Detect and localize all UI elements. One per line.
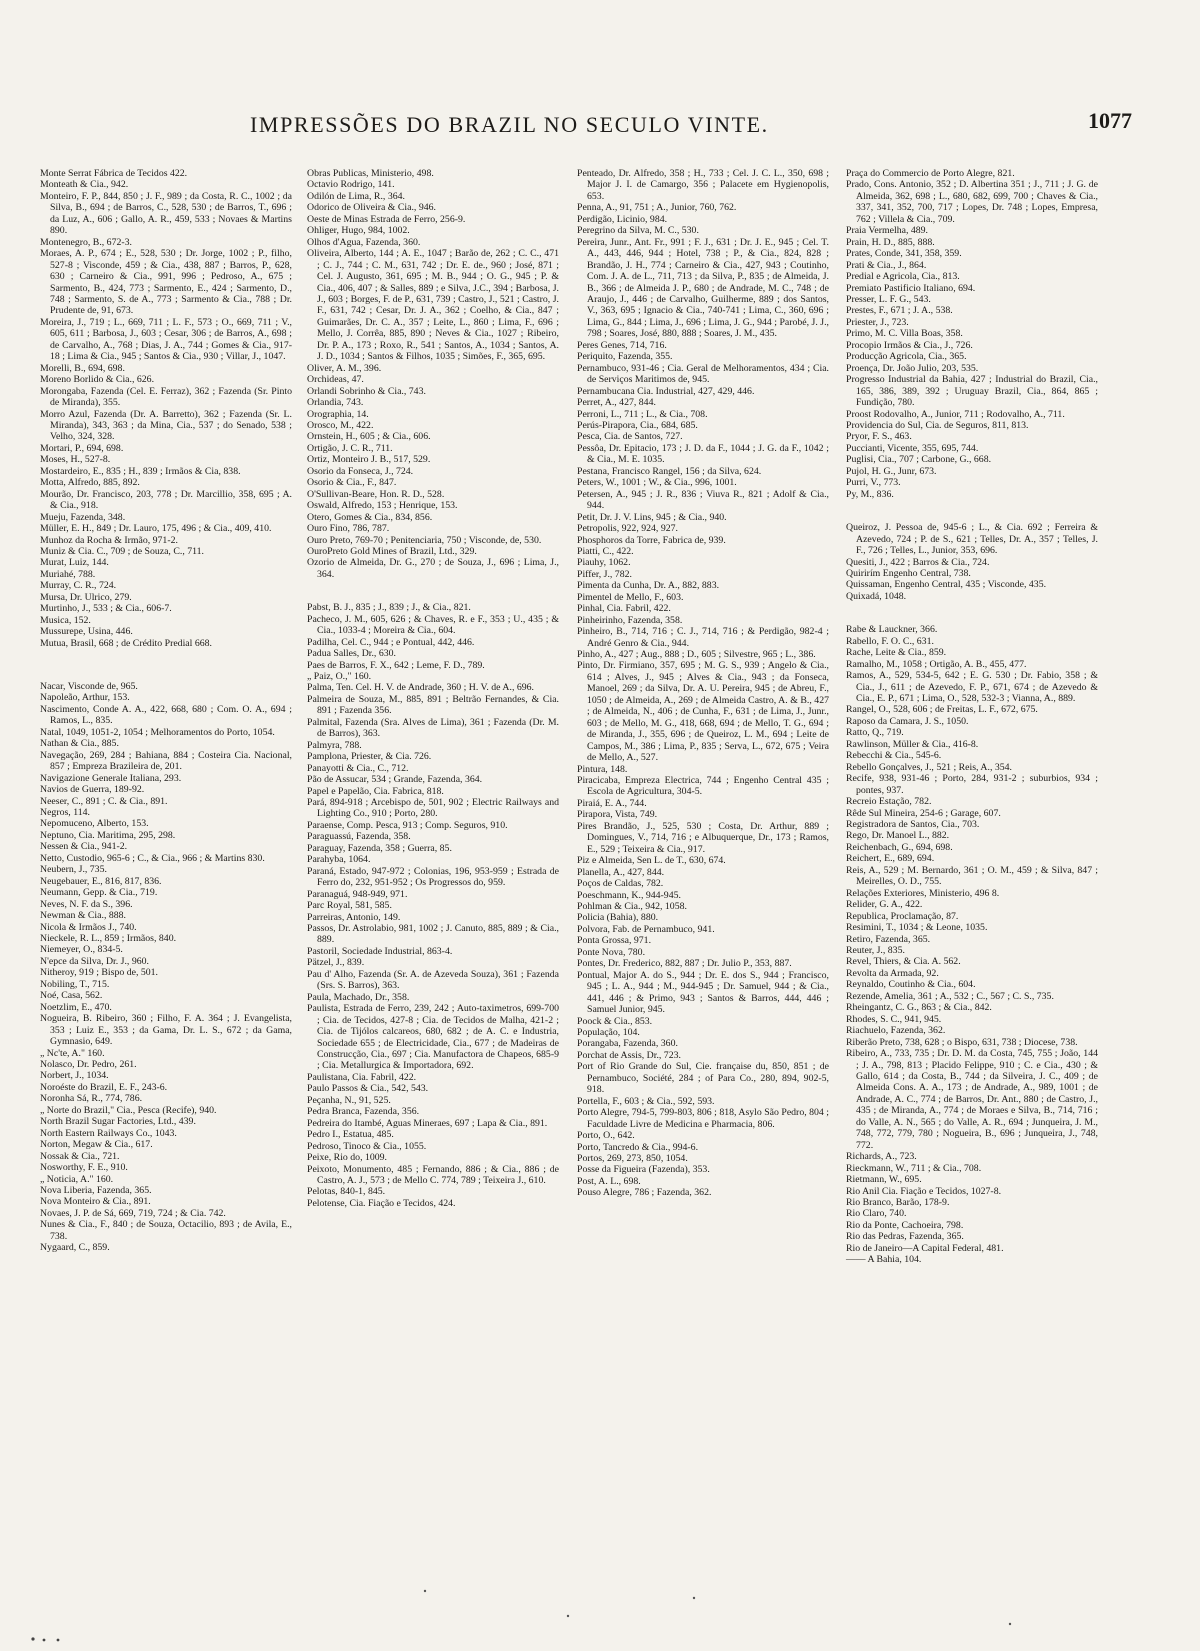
- index-entry: Ohliger, Hugo, 984, 1002.: [307, 225, 410, 237]
- index-entry: Nolasco, Dr. Pedro, 261.: [40, 1058, 137, 1070]
- index-entry: Morro Azul, Fazenda (Dr. A. Barretto), 362 ; Fazenda (Sr. L. Miranda), 343, 363 ; da Mina, Cia., 537 ; do Senado, 538 ; Velho, 324, 328.: [40, 408, 292, 443]
- index-entry: Osorio & Cia., F., 847.: [307, 477, 397, 489]
- index-entry: North Eastern Railways Co., 1043.: [40, 1127, 177, 1139]
- index-entry: Munhoz da Rocha & Irmão, 971-2.: [40, 534, 178, 546]
- index-entry: Pesca, Cia. de Santos, 727.: [577, 431, 683, 443]
- index-entry: Retiro, Fazenda, 365.: [846, 933, 931, 945]
- index-entry: Orchideas, 47.: [307, 374, 364, 386]
- scan-specks: [0, 1560, 1200, 1651]
- index-entry: Pimentel de Mello, F., 603.: [577, 591, 684, 603]
- index-entry: Pernambuco, 931-46 ; Cia. Geral de Melhoramentos, 434 ; Cia. de Serviços Maritimos de, 945.: [577, 362, 829, 386]
- index-entry: Peixe, Rio do, 1009.: [307, 1152, 388, 1164]
- index-entry: Nacar, Visconde de, 965.: [40, 681, 138, 693]
- index-entry: Pabst, B. J., 835 ; J., 839 ; J., & Cia., 821.: [307, 602, 471, 614]
- index-entry: Petersen, A., 945 ; J. R., 836 ; Viuva R., 821 ; Adolf & Cia., 944.: [577, 488, 829, 512]
- index-entry: Reichenbach, G., 694, 698.: [846, 841, 953, 853]
- index-entry: Piatti, C., 422.: [577, 545, 634, 557]
- index-entry: Pará, 894-918 ; Arcebispo de, 501, 902 ; Electric Railways and Lighting Co., 910 ; Porto, 280.: [307, 797, 559, 820]
- index-entry: Pastoril, Sociedade Industrial, 863-4.: [307, 945, 453, 957]
- index-entry: Mueju, Fazenda, 348.: [40, 511, 126, 523]
- index-entry: Netto, Custodio, 965-6 ; C., & Cia., 966 ; & Martins 830.: [40, 852, 265, 864]
- index-entry: Nygaard, C., 859.: [40, 1242, 110, 1254]
- index-entry: Navios de Guerra, 189-92.: [40, 784, 145, 796]
- index-entry: Rio das Pedras, Fazenda, 365.: [846, 1231, 964, 1243]
- index-entry: Prain, H. D., 885, 888.: [846, 236, 935, 248]
- index-entry: Noroéste do Brazil, E. F., 243-6.: [40, 1081, 168, 1093]
- index-entry: Polvora, Fab. de Pernambuco, 941.: [577, 923, 715, 935]
- index-entry: Peres Genes, 714, 716.: [577, 339, 667, 351]
- index-entry: Napoleão, Arthur, 153.: [40, 692, 130, 704]
- index-entry: —— A Bahia, 104.: [846, 1254, 922, 1266]
- index-entry: Pernambucana Cia. Industrial, 427, 429, 446.: [577, 385, 755, 397]
- page-number: 1077: [1088, 108, 1132, 133]
- index-entry: Paulista, Estrada de Ferro, 239, 242 ; Auto-taximetros, 699-700 ; Cia. de Tecidos, 427-8 ; Cia. de Tecidos de Malha, 421-2 ; Cia. de Tijólos calcareos, 680, 682 ; de A. C. e Industria, Sociedade 655 ; de Electricidade, Cia., 677 ; de Madeiras de Construcção, Cia., 697 ; Cia. Manufactora de Chapeos, 685-9 ; Cia. Metallurgica & Importadora, 692.: [307, 1003, 559, 1072]
- index-entry: Parreiras, Antonio, 149.: [307, 911, 401, 923]
- index-entry: Monteath & Cia., 942.: [40, 179, 129, 191]
- index-entry: Progresso Industrial da Bahia, 427 ; Industrial do Brazil, Cia., 165, 386, 389, 392 ; Uruguay Brazil, Cia., 864, 865 ; Fundição, 780.: [846, 374, 1098, 409]
- index-entry: Pires Brandão, J., 525, 530 ; Costa, Dr. Arthur, 889 ; Domingues, V., 714, 716 ; e Albuquerque, Dr., 173 ; Ramos, E., 529 ; Teixeira & Cia., 917.: [577, 820, 829, 855]
- index-entry: Obras Publicas, Ministerio, 498.: [307, 168, 434, 179]
- index-entry: „ Nc'te, A." 160.: [40, 1047, 105, 1059]
- index-entry: Quissaman, Engenho Central, 435 ; Visconde, 435.: [846, 579, 1047, 591]
- index-entry: Orographia, 14.: [307, 408, 369, 420]
- index-entry: Poock & Cia., 853.: [577, 1015, 653, 1027]
- index-entry: Primo, M. C. Villa Boas, 358.: [846, 328, 963, 340]
- index-entry: Peregrino da Silva, M. C., 530.: [577, 225, 699, 237]
- index-entry: Murray, C. R., 724.: [40, 580, 117, 592]
- index-entry: Rabe & Lauckner, 366.: [846, 624, 938, 636]
- index-entry: Piz e Almeida, Sen L. de T., 630, 674.: [577, 855, 726, 867]
- index-entry: Musica, 152.: [40, 614, 91, 626]
- index-entry: Reynaldo, Coutinho & Cia., 604.: [846, 979, 976, 991]
- index-entry: Ozorio de Almeida, Dr. G., 270 ; de Souza, J., 696 ; Lima, J., 364.: [307, 557, 559, 580]
- index-entry: Planella, A., 427, 844.: [577, 866, 665, 878]
- index-entry: Quixadá, 1048.: [846, 590, 907, 602]
- index-entry: Paula, Machado, Dr., 358.: [307, 991, 410, 1003]
- index-entry: Petit, Dr. J. V. Lins, 945 ; & Cia., 940.: [577, 511, 727, 523]
- index-entry: Policia (Bahia), 880.: [577, 912, 659, 924]
- index-entry: Ortiz, Monteiro J. B., 517, 529.: [307, 454, 431, 466]
- index-entry: Natal, 1049, 1051-2, 1054 ; Melhoramentos do Porto, 1054.: [40, 726, 275, 738]
- index-entry: Orlandi Sobrinho & Cia., 743.: [307, 385, 426, 397]
- index-entry: Pimenta da Cunha, Dr. A., 882, 883.: [577, 580, 720, 592]
- index-entry: Pätzel, J., 839.: [307, 957, 365, 969]
- index-entry: Nepomuceno, Alberto, 153.: [40, 818, 149, 830]
- index-entry: Rio Branco, Barão, 178-9.: [846, 1196, 950, 1208]
- index-entry: Murtinho, J., 533 ; & Cia., 606-7.: [40, 603, 172, 615]
- index-entry: Parahyba, 1064.: [307, 854, 371, 866]
- index-column-2: [307, 168, 559, 1209]
- index-entry: Newman & Cia., 888.: [40, 910, 126, 922]
- index-entry: Posse da Figueira (Fazenda), 353.: [577, 1164, 710, 1176]
- index-entry: Rieckmann, W., 711 ; & Cia., 708.: [846, 1162, 982, 1174]
- index-entry: Pereira, Junr., Ant. Fr., 991 ; F. J., 631 ; Dr. J. E., 945 ; Cel. T. A., 443, 446, 944 ; Hotel, 738 ; P., & Cia., 824, 828 ; Brandão, J. H., 774 ; Carneiro & Cia., 427, 943 ; Coutinho, Com. J. A. de L., 711, 713 ; da Silva, P., 835 ; de Almeida, J. B., 366 ; de Almeida J. P., 680 ; de Andrade, M. C., 748 ; de Araujo, J., 446 ; de Carvalho, Guilherme, 889 ; dos Santos, V., 363, 695 ; Ignacio & Cia., 740-741 ; Lima, C., 360, 696 ; Lima, G., 844 ; Lima, J., 696 ; Lima, J. G., 944 ; Parobé, J. J., 798 ; Soares, José, 880, 888 ; Soares, J. M., 435.: [577, 236, 829, 340]
- index-entry: Perdigão, Licinio, 984.: [577, 213, 668, 225]
- index-entry: Pohlman & Cia., 942, 1058.: [577, 901, 687, 912]
- index-entry: Riachuelo, Fazenda, 362.: [846, 1025, 946, 1037]
- index-entry: Porto, O., 642.: [577, 1130, 635, 1142]
- index-entry: Reichert, E., 689, 694.: [846, 853, 935, 865]
- index-entry: Morongaba, Fazenda (Cel. E. Ferraz), 362 ; Fazenda (Sr. Pinto de Miranda), 355.: [40, 385, 292, 409]
- index-entry: Piracicaba, Empreza Electrica, 744 ; Engenho Central 435 ; Escola de Agricultura, 304-5.: [577, 775, 829, 798]
- index-entry: Mutua, Brasil, 668 ; de Crédito Predial 668.: [40, 637, 212, 649]
- index-entry: Ortigão, J. C. R., 711.: [307, 442, 393, 454]
- index-entry: Monte Serrat Fábrica de Tecidos 422.: [40, 168, 188, 179]
- index-entry: „ Norte do Brazil," Cia., Pesca (Recife), 940.: [40, 1104, 217, 1116]
- index-entry: Peçanha, N., 91, 525.: [307, 1094, 391, 1106]
- index-entry: Norton, Megaw & Cia., 617.: [40, 1139, 153, 1151]
- index-entry: Pessôa, Dr. Epitacio, 173 ; J. D. da F., 1044 ; J. G. da F., 1042 ; & Cia., M. E. 1035.: [577, 442, 829, 466]
- index-entry: Muriahé, 788.: [40, 568, 96, 580]
- index-entry: Premiato Pastificio Italiano, 694.: [846, 282, 976, 294]
- index-entry: Osorio da Fonseca, J., 724.: [307, 465, 414, 477]
- index-column-1: [40, 168, 292, 1254]
- index-entry: Nogueira, B. Ribeiro, 360 ; Filho, F. A. 364 ; J. Evangelista, 353 ; Luiz E., 353 ; da Gama, Dr. L. S., 672 ; da Gama, Gymnasio, 649.: [40, 1013, 292, 1048]
- index-entry: Moses, H., 527-8.: [40, 454, 111, 466]
- index-entry: Mussurepe, Usina, 446.: [40, 626, 133, 638]
- index-entry: Quirirím Engenho Central, 738.: [846, 567, 971, 579]
- section-gap: [40, 649, 292, 681]
- index-entry: Rio Claro, 740.: [846, 1208, 907, 1220]
- index-entry: Montenegro, B., 672-3.: [40, 236, 132, 248]
- index-entry: Nieckele, R. L., 859 ; Irmãos, 840.: [40, 933, 177, 944]
- index-entry: Priester, J., 723.: [846, 316, 909, 328]
- index-entry: Nunes & Cia., F., 840 ; de Souza, Octacilio, 893 ; de Avila, E., 738.: [40, 1219, 292, 1242]
- index-entry: Revel, Thiers, & Cia. A. 562.: [846, 956, 961, 968]
- index-entry: Odilón de Lima, R., 364.: [307, 190, 405, 202]
- index-entry: Perret, A., 427, 844.: [577, 397, 656, 409]
- index-entry: Purri, V., 773.: [846, 477, 901, 489]
- index-entry: Rêde Sul Mineira, 254-6 ; Garage, 607.: [846, 807, 1001, 819]
- index-entry: Peters, W., 1001 ; W., & Cia., 996, 1001.: [577, 477, 737, 489]
- section-gap: [846, 500, 1098, 522]
- index-entry: Pujol, H. G., Junr, 673.: [846, 465, 937, 477]
- index-entry: Rio Anil Cia. Fiação e Tecidos, 1027-8.: [846, 1185, 1002, 1197]
- index-entry: Neumann, Gepp. & Cia., 719.: [40, 887, 158, 899]
- index-entry: Penteado, Dr. Alfredo, 358 ; H., 733 ; Cel. J. C. L., 350, 698 ; Major J. I. de Camargo, 356 ; Palacete em Hygienopolis, 653.: [577, 168, 829, 202]
- index-entry: Odorico de Oliveira & Cia., 946.: [307, 202, 436, 214]
- index-entry: Riberão Preto, 738, 628 ; o Bispo, 631, 738 ; Diocese, 738.: [846, 1036, 1078, 1048]
- index-entry: Republica, Proclamação, 87.: [846, 910, 959, 922]
- index-entry: O'Sullivan-Beare, Hon. R. D., 528.: [307, 488, 445, 500]
- index-entry: Niemeyer, O., 834-5.: [40, 944, 123, 956]
- index-entry: Papel e Papelão, Cia. Fabrica, 818.: [307, 785, 444, 797]
- index-entry: Praia Vermelha, 489.: [846, 225, 928, 237]
- index-entry: Prado, Cons. Antonio, 352 ; D. Albertina 351 ; J., 711 ; J. G. de Almeida, 362, 698 ; L., 680, 682, 699, 700 ; Chaves & Cia., 337, 341, 352, 700, 717 ; Lopes, Dr. 748 ; Lopes, Empresa, 762 ; Villela & Cia., 709.: [846, 179, 1098, 225]
- index-entry: Relações Exteriores, Ministerio, 496 8.: [846, 887, 1000, 899]
- index-entry: OuroPreto Gold Mines of Brazil, Ltd., 329.: [307, 545, 477, 557]
- index-entry: Nossak & Cia., 721.: [40, 1150, 120, 1162]
- index-entry: Pintura, 148.: [577, 763, 628, 775]
- index-entry: Ouro Fino, 786, 787.: [307, 523, 390, 535]
- index-entry: Pau d' Alho, Fazenda (Sr. A. de Azeveda Souza), 361 ; Fazenda (Srs. S. Barros), 363.: [307, 968, 559, 992]
- index-entry: Peixoto, Monumento, 485 ; Fernando, 886 ; & Cia., 886 ; de Castro, A. J., 573 ; de Mello C. 774, 789 ; Teixeira J., 610.: [307, 1163, 559, 1186]
- index-entry: Ouro Preto, 769-70 ; Penitenciaria, 750 ; Visconde, de, 530.: [307, 534, 542, 546]
- index-entry: Rabello, F. O. C., 631.: [846, 635, 934, 647]
- index-entry: Py, M., 836.: [846, 488, 894, 500]
- index-entry: North Brazil Sugar Factories, Ltd., 439.: [40, 1116, 196, 1128]
- index-entry: Pedra Branca, Fazenda, 356.: [307, 1106, 420, 1118]
- index-entry: Puccianti, Vicente, 355, 695, 744.: [846, 442, 979, 454]
- index-entry: Paraguay, Fazenda, 358 ; Guerra, 85.: [307, 842, 452, 854]
- index-entry: Pinho, A., 427 ; Aug., 888 ; D., 605 ; Silvestre, 965 ; L., 386.: [577, 649, 816, 661]
- index-entry: Otero, Gomes & Cia., 834, 856.: [307, 511, 433, 523]
- index-entry: Ribeiro, A., 733, 735 ; Dr. D. M. da Costa, 745, 755 ; João, 144 ; J. A., 798, 813 ; Placido Felippe, 910 ; C. e Cia., 430 ; & Gallo, 614 ; da Costa, B., 744 ; da Silveira, J. C., 409 ; de Almeida Cons. A. A., 173 ; de Andrade, A., 989, 1001 ; de Andrade, A. C., 774 ; de Barros, Dr. Ant., 880 ; de Castro, J., 435 ; de Miranda, A., 774 ; de Moraes e Silva, B., 714, 716 ; do Valle, A. N., 565 ; do Valle, A. R., 694 ; Junqueira, J. M., 748, 772, 779, 780 ; Nogueira, B., 696 ; Junqueira, J., 748, 772.: [846, 1048, 1098, 1151]
- index-entry: Piffer, J., 782.: [577, 568, 632, 580]
- index-entry: Müller, E. H., 849 ; Dr. Lauro, 175, 496 ; & Cia., 409, 410.: [40, 523, 272, 535]
- index-entry: Nascimento, Conde A. A., 422, 668, 680 ; Com. O. A., 694 ; Ramos, L., 835.: [40, 703, 292, 727]
- index-entry: Nessen & Cia., 941-2.: [40, 841, 128, 853]
- index-entry: Octavio Rodrigo, 141.: [307, 179, 395, 191]
- index-entry: Pelotas, 840-1, 845.: [307, 1186, 386, 1198]
- index-entry: Rego, Dr. Manoel L., 882.: [846, 830, 950, 842]
- index-entry: Padua Salles, Dr., 630.: [307, 648, 396, 660]
- index-entry: Noetzlim, E., 470.: [40, 1001, 112, 1013]
- index-entry: Orlandia, 743.: [307, 397, 364, 409]
- index-entry: Monteiro, F. P., 844, 850 ; J. F., 989 ; da Costa, R. C., 1002 ; da Silva, B., 694 ; de Barros, C., 528, 530 ; de Barros, T., 696 ; da Luz, A., 606 ; Gallo, A. R., 459, 533 ; Novaes & Martins 890.: [40, 190, 292, 237]
- index-entry: Nosworthy, F. E., 910.: [40, 1162, 128, 1174]
- index-entry: Ramos, A., 529, 534-5, 642 ; E. G. 530 ; Dr. Fabio, 358 ; & Cia., J., 611 ; de Azevedo, F. P., 671, 674 ; de Azevedo & Cia., E. P., 671 ; Lima, O., 528, 532-3 ; Vianna, A., 889.: [846, 670, 1098, 705]
- index-entry: Portella, F., 603 ; & Cia., 592, 593.: [577, 1095, 715, 1107]
- index-entry: Porto Alegre, 794-5, 799-803, 806 ; 818, Asylo São Pedro, 804 ; Faculdade Livre de Medicina e Pharmacia, 806.: [577, 1107, 829, 1130]
- index-entry: Poços de Caldas, 782.: [577, 878, 664, 890]
- index-entry: Orosco, M., 422.: [307, 419, 374, 431]
- index-entry: Pirapora, Vista, 749.: [577, 809, 658, 821]
- index-entry: Passos, Dr. Astrolabio, 981, 1002 ; J. Canuto, 885, 889 ; & Cia., 889.: [307, 923, 559, 946]
- index-entry: Moreno Borlido & Cia., 626.: [40, 374, 155, 386]
- index-entry: Padilha, Cel. C., 944 ; e Pontual, 442, 446.: [307, 636, 475, 648]
- index-entry: Paraguassú, Fazenda, 358.: [307, 831, 411, 843]
- index-entry: Rietmann, W., 695.: [846, 1174, 922, 1186]
- index-entry: Poeschmann, K., 944-945.: [577, 889, 681, 901]
- index-entry: Recreio Estação, 782.: [846, 796, 932, 808]
- index-entry: Producção Agricola, Cia., 365.: [846, 351, 967, 363]
- index-entry: Rawlinson, Müller & Cia., 416-8.: [846, 738, 979, 750]
- index-entry: Porchat de Assis, Dr., 723.: [577, 1049, 681, 1061]
- index-entry: Nathan & Cia., 885.: [40, 738, 119, 750]
- index-entry: Rache, Leite & Cia., 859.: [846, 647, 947, 659]
- index-entry: Phosphoros da Torre, Fabrica de, 939.: [577, 534, 726, 546]
- index-entry: Pinto, Dr. Firmiano, 357, 695 ; M. G. S., 939 ; Angelo & Cia., 614 ; Alves, J., 945 ; Alves & Cia., 943 ; da Fonseca, Manoel, 269 ; da Silva, Dr. A. U. Pereira, 945 ; de Abreu, F., 1050 ; de Almeida, A., 269 ; de Almeida Castro, A. & B., 427 ; de Almeida, N., 406 ; de Cunha, F., 631 ; de Lima, J., Junr., 603 ; de Mello, M. G., 418, 668, 694 ; de Mello, T. G., 694 ; de Miranda, J., 355, 696 ; de Queiroz, L. M., 694 ; Leite de Campos, M., 386 ; Lima, P., 835 ; Serva, L., 672, 675 ; Veira de Mello, A., 527.: [577, 660, 829, 764]
- index-entry: Navigazione Generale Italiana, 293.: [40, 772, 182, 784]
- index-entry: Neeser, C., 891 ; C. & Cia., 891.: [40, 795, 168, 807]
- index-entry: Piraiá, E. A., 744.: [577, 797, 647, 809]
- index-entry: Portos, 269, 273, 850, 1054.: [577, 1152, 688, 1164]
- index-entry: Murat, Luiz, 144.: [40, 557, 109, 569]
- section-gap: [307, 580, 559, 602]
- index-entry: Puglisi, Cia., 707 ; Carbone, G., 668.: [846, 454, 992, 466]
- index-entry: Nova Monteiro & Cia., 891.: [40, 1196, 151, 1208]
- index-entry: Mortari, P., 694, 698.: [40, 442, 124, 454]
- index-entry: Ponte Nova, 780.: [577, 946, 646, 958]
- index-entry: Palmital, Fazenda (Sra. Alves de Lima), 361 ; Fazenda (Dr. M. de Barros), 363.: [307, 716, 559, 740]
- index-entry: Palmyra, 788.: [307, 739, 362, 751]
- index-entry: Rebecchi & Cia., 545-6.: [846, 750, 942, 762]
- index-entry: Prati & Cia., J., 864.: [846, 259, 927, 271]
- index-entry: Recife, 938, 931-46 ; Porto, 284, 931-2 ; suburbios, 934 ; pontes, 937.: [846, 773, 1098, 796]
- index-entry: Rebello Gonçalves, J., 521 ; Reis, A., 354.: [846, 761, 1012, 773]
- index-entry: Mostardeiro, E., 835 ; H., 839 ; Irmãos & Cia, 838.: [40, 465, 241, 477]
- index-entry: Olhos d'Agua, Fazenda, 360.: [307, 236, 421, 248]
- index-entry: Rio da Ponte, Cachoeira, 798.: [846, 1219, 964, 1231]
- index-entry: Neugebauer, E., 816, 817, 836.: [40, 875, 162, 887]
- index-entry: Palmeira de Souza, M., 885, 891 ; Beltrão Fernandes, & Cia. 891 ; Fazenda 356.: [307, 693, 559, 717]
- index-entry: „ Noticia, A." 160.: [40, 1173, 114, 1185]
- index-entry: Paraense, Comp. Pesca, 913 ; Comp. Seguros, 910.: [307, 819, 508, 831]
- index-entry: Predial e Agricola, Cia., 813.: [846, 271, 960, 283]
- index-entry: Mursa, Dr. Ulrico, 279.: [40, 591, 132, 603]
- index-entry: Pinheirinho, Fazenda, 358.: [577, 614, 683, 626]
- index-entry: Paulistana, Cia. Fabril, 422.: [307, 1071, 417, 1083]
- section-gap: [846, 602, 1098, 624]
- index-entry: Paraná, Estado, 947-972 ; Colonias, 196, 953-959 ; Estrada de Ferro do, 232, 951-952 ; Os Progressos do, 959.: [307, 865, 559, 889]
- index-entry: Oswald, Alfredo, 153 ; Henrique, 153.: [307, 500, 458, 512]
- index-entry: Panayotti & Cia., C., 712.: [307, 762, 409, 774]
- index-entry: Petropolis, 922, 924, 927.: [577, 523, 678, 535]
- index-entry: Pedro I., Estatua, 485.: [307, 1129, 394, 1141]
- index-entry: Post, A. L., 698.: [577, 1175, 641, 1187]
- index-entry: Nitheroy, 919 ; Bispo de, 501.: [40, 967, 159, 979]
- index-entry: Proença, Dr. João Julio, 203, 535.: [846, 362, 979, 374]
- index-entry: Perús-Pirapora, Cia., 684, 685.: [577, 419, 698, 431]
- index-entry: Norbert, J., 1034.: [40, 1070, 109, 1082]
- index-entry: Pedreira do Itambé, Aguas Mineraes, 697 ; Lapa & Cia., 891.: [307, 1117, 548, 1129]
- index-entry: Quesiti, J., 422 ; Barros & Cia., 724.: [846, 556, 990, 568]
- index-entry: Richards, A., 723.: [846, 1151, 917, 1163]
- index-entry: Perroni, L., 711 ; L., & Cia., 708.: [577, 408, 708, 420]
- index-entry: Penna, A., 91, 751 ; A., Junior, 760, 762.: [577, 202, 737, 214]
- index-entry: Pouso Alegre, 786 ; Fazenda, 362.: [577, 1187, 712, 1199]
- index-entry: Moreira, J., 719 ; L., 669, 711 ; L. F., 573 ; O., 669, 711 ; V., 605, 611 ; Barbosa, J., 603 ; Cesar, 306 ; de Barros, A., 698 ; de Carvalho, A., 768 ; Dias, J. A., 744 ; Gomes & Cia., 917-18 ; Lima & Cia., 945 ; Santos & Cia., 930 ; Villar, J., 1047.: [40, 316, 292, 363]
- index-entry: Resimini, T., 1034 ; & Leone, 1035.: [846, 922, 988, 934]
- index-entry: Pelotense, Cia. Fiação e Tecidos, 424.: [307, 1197, 456, 1209]
- index-entry: Rhodes, S. C., 941, 945.: [846, 1013, 942, 1025]
- index-entry: Nicola & Irmãos J., 740.: [40, 921, 137, 933]
- index-entry: N'epce da Silva, Dr. J., 960.: [40, 955, 149, 967]
- page-title: IMPRESSÕES DO BRAZIL NO SECULO VINTE.: [250, 112, 769, 137]
- index-entry: Revolta da Armada, 92.: [846, 967, 939, 979]
- index-entry: Paes de Barros, F. X., 642 ; Leme, F. D., 789.: [307, 659, 485, 671]
- index-entry: Mourão, Dr. Francisco, 203, 778 ; Dr. Marcillio, 358, 695 ; A. & Cia., 918.: [40, 488, 292, 512]
- index-entry: Pedroso, Tinoco & Cia., 1055.: [307, 1140, 427, 1152]
- index-entry: Paranaguá, 948-949, 971.: [307, 888, 408, 900]
- index-entry: Ponta Grossa, 971.: [577, 935, 652, 947]
- index-entry: Moraes, A. P., 674 ; E., 528, 530 ; Dr. Jorge, 1002 ; P., filho, 527-8 ; Visconde, 459 ; & Cia., 438, 887 ; Barros, P., 628, 630 ; Carneiro & Cia., 991, 996 ; Pedroso, A., 675 ; Sarmento, B., 424, 773 ; Sarmento, E., 424 ; Sarmento, D., 748 ; Sarmento, S. de A., 773 ; Sarmento & Cia., 788 ; Dr. Prudente de, 91, 673.: [40, 248, 292, 317]
- index-entry: Motta, Alfredo, 885, 892.: [40, 477, 140, 489]
- index-entry: Pontes, Dr. Frederico, 882, 887 ; Dr. Julio P., 353, 887.: [577, 958, 792, 970]
- index-entry: Oliver, A. M., 396.: [307, 362, 382, 374]
- index-entry: Relider, G. A., 422.: [846, 899, 923, 911]
- index-entry: Oliveira, Alberto, 144 ; A. E., 1047 ; Barão de, 262 ; C. C., 471 ; C. J., 744 ; C. M., 631, 742 ; Dr. E. de., 960 ; José, 871 ; Cel. J. Augusto, 361, 695 ; M. B., 944 ; O. G., 945 ; P. & Cia., 406, 407 ; & Salles, 889 ; e Silva, J.C., 394 ; Barbosa, J. J., 603 ; Borges, F. de P., 631, 739 ; Castro, J., 521 ; Castro, J. F., 631, 742 ; Cesar, Dr. J. A., 362 ; Coelho, & Cia., 847 ; Guimarães, Dr. C. A., 357 ; Leite, L., 860 ; Lima, F., 696 ; Mello, J. Corrêa, 885, 890 ; Neves & Cia., 1027 ; Ribeiro, Dr. P. A., 173 ; Roxo, R., 541 ; Santos, A., 1034 ; Santos, A. J. D., 1034 ; Santos & Filhos, 1035 ; Simões, F., 365, 695.: [307, 248, 559, 363]
- index-entry: Pestana, Francisco Rangel, 156 ; da Silva, 624.: [577, 465, 762, 477]
- index-entry: Registradora de Santos, Cia., 703.: [846, 819, 980, 831]
- index-entry: Periquito, Fazenda, 355.: [577, 351, 673, 363]
- index-entry: Proost Rodovalho, A., Junior, 711 ; Rodovalho, A., 711.: [846, 408, 1065, 420]
- index-entry: Pacheco, J. M., 605, 626 ; & Chaves, R. e F., 353 ; U., 435 ; & Cia., 1033-4 ; Moreira & Cia., 604.: [307, 613, 559, 637]
- index-entry: Ratto, Q., 719.: [846, 727, 904, 739]
- index-entry: Rheingantz, C. G., 863 ; & Cia., 842.: [846, 1002, 992, 1014]
- index-entry: Parc Royal, 581, 585.: [307, 900, 392, 912]
- page-header: [40, 108, 1160, 144]
- index-entry: Porto, Tancredo & Cia., 994-6.: [577, 1141, 699, 1153]
- index-entry: Neves, N. F. da S., 396.: [40, 898, 133, 910]
- index-entry: Negros, 114.: [40, 807, 90, 819]
- index-entry: Port of Rio Grande do Sul, Cie. française du, 850, 851 ; de Pernambuco, Société, 284 ; of Para Co., 280, 894, 902-5, 918.: [577, 1061, 829, 1096]
- index-column-4: [846, 168, 1098, 1266]
- index-entry: Rio de Janeiro—A Capital Federal, 481.: [846, 1242, 1004, 1254]
- index-entry: Procopio Irmãos & Cia., J., 726.: [846, 339, 973, 351]
- index-entry: Pontual, Major A. do S., 944 ; Dr. E. dos S., 944 ; Francisco, 945 ; L. A., 944 ; M., 944-945 ; Dr. Samuel, 944 ; & Cia., 441, 446 ; & Primo, 943 ; Santos & Barros, 444, 446 ; Samuel Junior, 945.: [577, 969, 829, 1016]
- index-entry: Palma, Ten. Cel. H. V. de Andrade, 360 ; H. V. de A., 696.: [307, 682, 534, 694]
- index-entry: Noronha Sá, R., 774, 786.: [40, 1093, 143, 1105]
- index-entry: Ornstein, H., 605 ; & Cia., 606.: [307, 431, 431, 443]
- index-entry: Presser, L. F. G., 543.: [846, 293, 931, 305]
- index-entry: Rezende, Amelia, 361 ; A., 532 ; C., 567 ; C. S., 735.: [846, 990, 1054, 1002]
- index-entry: Ramalho, M., 1058 ; Ortigão, A. B., 455, 477.: [846, 658, 1027, 670]
- index-entry: Pinheiro, B., 714, 716 ; C. J., 714, 716 ; & Perdigão, 982-4 ; André Genro & Cia., 944.: [577, 626, 829, 649]
- index-entry: Piauhy, 1062.: [577, 557, 631, 569]
- index-entry: Muniz & Cia. C., 709 ; de Souza, C., 711.: [40, 545, 204, 557]
- index-entry: Novaes, J. P. de Sá, 669, 719, 724 ; & Cia. 742.: [40, 1207, 226, 1219]
- index-entry: Nova Liberia, Fazenda, 365.: [40, 1184, 152, 1196]
- index-entry: Morelli, B., 694, 698.: [40, 362, 125, 374]
- index-entry: Pryor, F. S., 463.: [846, 431, 912, 443]
- index-entry: Porangaba, Fazenda, 360.: [577, 1038, 678, 1050]
- index-entry: Nobiling, T., 715.: [40, 978, 110, 990]
- index-entry: Praça do Commercio de Porto Alegre, 821.: [846, 168, 1015, 179]
- index-entry: Pão de Assucar, 534 ; Grande, Fazenda, 364.: [307, 774, 483, 786]
- index-entry: Noé, Casa, 562.: [40, 990, 103, 1002]
- index-entry: Paulo Passos & Cia., 542, 543.: [307, 1083, 429, 1095]
- index-entry: Raposo da Camara, J. S., 1050.: [846, 715, 969, 727]
- index-entry: Reuter, J., 835.: [846, 945, 905, 956]
- index-entry: Neubern, J., 735.: [40, 864, 107, 876]
- index-entry: Neptuno, Cia. Maritima, 295, 298.: [40, 829, 176, 841]
- index-entry: Oeste de Minas Estrada de Ferro, 256-9.: [307, 213, 466, 225]
- index-entry: Pinhal, Cia. Fabril, 422.: [577, 603, 671, 615]
- index-entry: População, 104.: [577, 1026, 640, 1038]
- index-entry: Queiroz, J. Pessoa de, 945-6 ; L., & Cia. 692 ; Ferreira & Azevedo, 724 ; P. de S., 621 ; Telles, Dr. A., 357 ; Telles, J. F., 726 ; Telles, L., Junior, 353, 696.: [846, 522, 1098, 557]
- index-entry: Providencia do Sul, Cia. de Seguros, 811, 813.: [846, 419, 1029, 431]
- index-entry: Rangel, O., 528, 606 ; de Freitas, L. F., 672, 675.: [846, 704, 1038, 716]
- index-entry: Navegação, 269, 284 ; Bahiana, 884 ; Costeira Cia. Nacional, 857 ; Empreza Brazileira de, 201.: [40, 749, 292, 773]
- index-column-3: [577, 168, 829, 1199]
- index-entry: Reis, A., 529 ; M. Bernardo, 361 ; O. M., 459 ; & Silva, 847 ; Meirelles, O. D., 755.: [846, 864, 1098, 888]
- index-entry: Pamplona, Priester, & Cia. 726.: [307, 751, 432, 763]
- index-entry: „ Paiz, O.," 160.: [307, 671, 372, 683]
- index-entry: Prates, Conde, 341, 358, 359.: [846, 248, 962, 260]
- index-entry: Prestes, F., 671 ; J. A., 538.: [846, 305, 953, 317]
